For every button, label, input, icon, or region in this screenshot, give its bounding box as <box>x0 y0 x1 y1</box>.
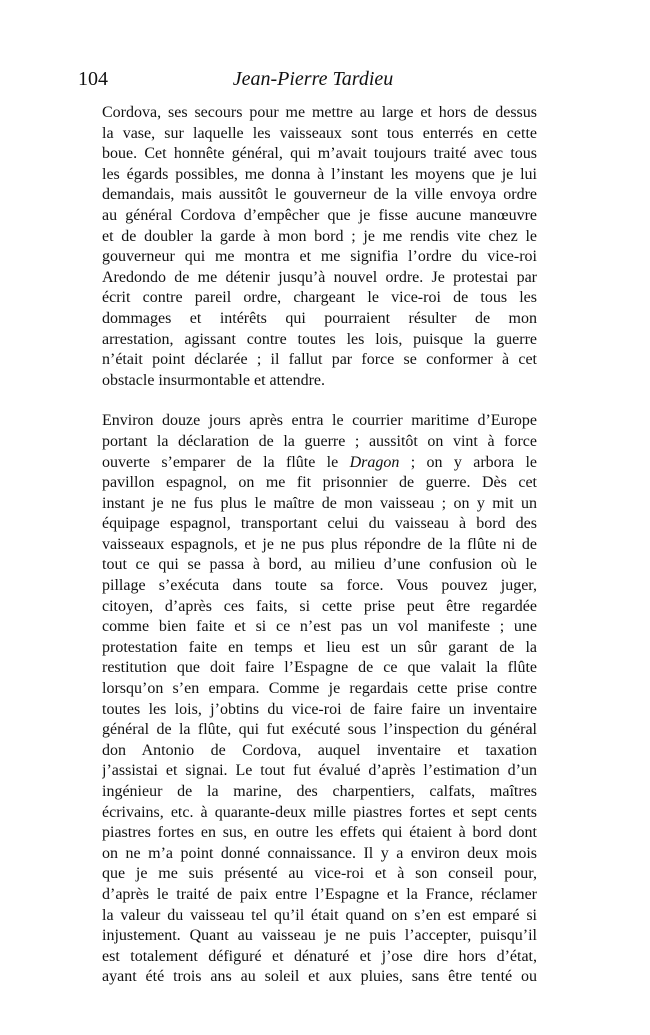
text-segment: ; on y arbora le <box>399 453 537 471</box>
text-line: Environ douze jours après entra le courrier maritime d’Europe <box>102 412 537 430</box>
text-line: les égards possibles, me donna à l’instant les moyens que je lui <box>102 165 537 183</box>
text-line: écrivains, etc. à quarante-deux mille piastres fortes et sept cents <box>102 803 537 821</box>
text-line: don Antonio de Cordova, auquel inventaire et taxation <box>102 741 537 759</box>
text-line: équipage espagnol, transportant celui du vaisseau à bord des <box>102 515 537 533</box>
text-line: toutes les lois, j’obtins du vice-roi de faire faire un inventaire <box>102 700 537 718</box>
text-line: portant la déclaration de la guerre ; aussitôt on vint à force <box>102 432 537 450</box>
page-header <box>78 66 548 94</box>
text-line: comme bien faite et si ce n’est pas un vol manifeste ; une <box>102 618 537 636</box>
text-line: n’était point déclarée ; il fallut par force se conformer à cet <box>102 351 537 369</box>
paragraph-1 <box>102 103 537 391</box>
text-line: piastres fortes en sus, en outre les effets qui étaient à bord dont <box>102 824 537 842</box>
text-line: vaisseaux espagnols, et je ne pus plus répondre de la flûte ni de <box>102 535 537 553</box>
text-line: pavillon espagnol, on me fit prisonnier de guerre. Dès cet <box>102 474 537 492</box>
text-line: protestation faite en temps et lieu est un sûr garant de la <box>102 638 537 656</box>
text-line: tout ce qui se passa à bord, au milieu d’une confusion où le <box>102 556 537 574</box>
text-line: que je me suis présenté au vice-roi et à son conseil pour, <box>102 865 537 883</box>
text-segment: ouverte s’emparer de la flûte le <box>102 453 350 471</box>
text-line: gouverneur qui me montra et me signifia l’ordre du vice-roi <box>102 248 537 266</box>
body-text <box>102 103 537 988</box>
text-line: pillage s’exécuta dans toute sa force. Vous pouvez juger, <box>102 577 537 595</box>
page-number: 104 <box>78 68 108 90</box>
ship-name-italic: Dragon <box>349 453 400 471</box>
text-line: restitution que doit faire l’Espagne de ce que valait la flûte <box>102 659 537 677</box>
text-line: boue. Cet honnête général, qui m’avait toujours traité avec tous <box>102 145 537 163</box>
text-line: et de doubler la garde à mon bord ; je me rendis vite chez le <box>102 227 537 245</box>
text-line: Aredondo de me détenir jusqu’à nouvel ordre. Je protestai par <box>102 268 537 286</box>
text-line: instant je ne fus plus le maître de mon vaisseau ; on y mit un <box>102 494 537 512</box>
text-line: la vase, sur laquelle les vaisseaux sont tous enterrés en cette <box>102 124 537 142</box>
text-line: on ne m’a point donné connaissance. Il y a environ deux mois <box>102 844 537 862</box>
text-line-with-italic <box>102 453 537 474</box>
text-line: citoyen, d’après ces faits, si cette prise peut être regardée <box>102 597 537 615</box>
text-line: la valeur du vaisseau tel qu’il était quand on s’en est emparé si <box>102 906 537 924</box>
paragraph-2 <box>102 411 537 988</box>
text-line: ayant été trois ans au soleil et aux pluies, sans être tenté ou <box>102 968 537 986</box>
text-line: général de la flûte, qui fut exécuté sous l’inspection du général <box>102 721 537 739</box>
text-line: obstacle insurmontable et attendre. <box>102 371 326 389</box>
text-line: injustement. Quant au vaisseau je ne puis l’accepter, puisqu’il <box>102 927 537 945</box>
text-line: dommages et intérêts qui pourraient résulter de mon <box>102 309 537 327</box>
text-line: au général Cordova d’empêcher que je fisse aucune manœuvre <box>102 206 537 224</box>
text-line: lorsqu’on s’en empara. Comme je regardais cette prise contre <box>102 680 537 698</box>
running-head-author: Jean-Pierre Tardieu <box>232 68 394 90</box>
text-line: Cordova, ses secours pour me mettre au large et hors de dessus <box>102 104 537 121</box>
text-line: est totalement défiguré et dénaturé et j’ose dire hors d’état, <box>102 947 537 965</box>
text-line: arrestation, agissant contre toutes les lois, puisque la guerre <box>102 330 537 348</box>
text-line: j’assistai et signai. Le tout fut évalué d’après l’estimation d’un <box>102 762 537 780</box>
text-line: demandais, mais aussitôt le gouverneur de la ville envoya ordre <box>102 186 537 204</box>
text-line: d’après le traité de paix entre l’Espagne et la France, réclamer <box>102 885 537 903</box>
text-line: ingénieur de la marine, des charpentiers, calfats, maîtres <box>102 783 537 800</box>
text-line: écrit contre pareil ordre, chargeant le vice-roi de tous les <box>102 289 537 307</box>
